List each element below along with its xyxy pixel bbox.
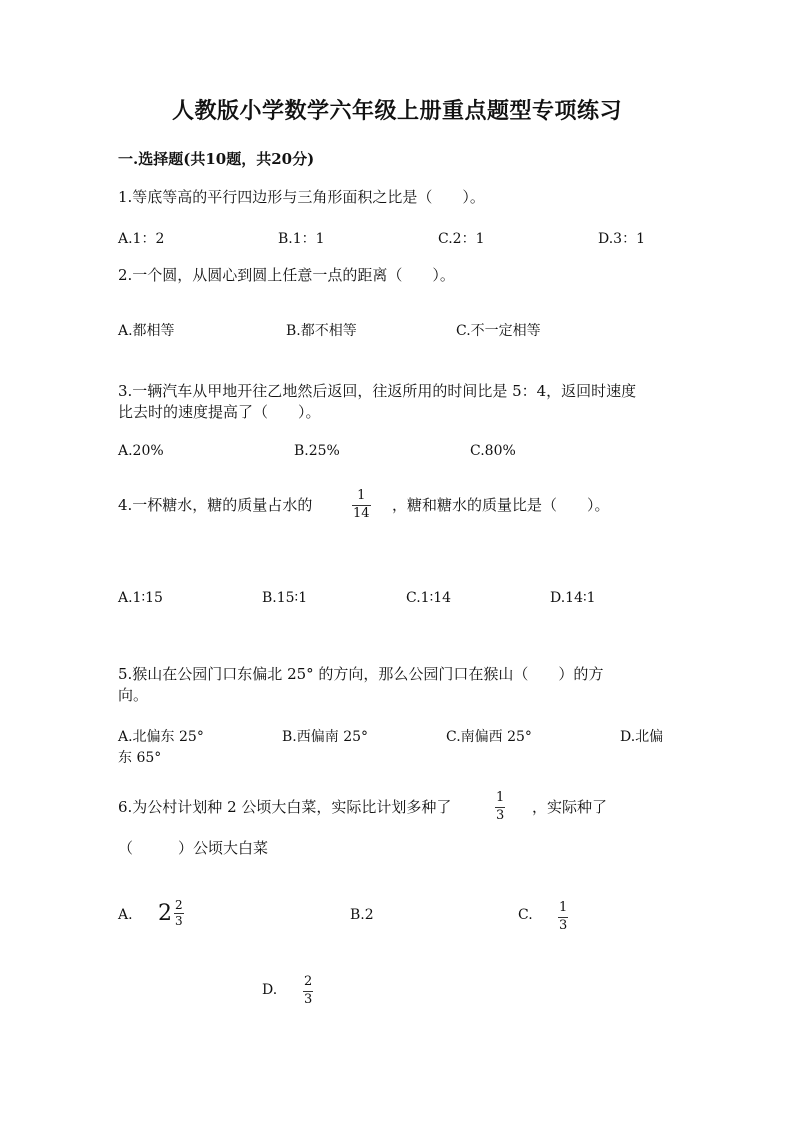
q3-option-c[interactable]: C.80% (470, 443, 516, 459)
question-5-line-1: 5.猴山在公园门口东偏北 25° 的方向，那么公园门口在猴山（ ）的方 (118, 665, 604, 683)
q2-option-a[interactable]: A.都相等 (118, 323, 175, 339)
question-6-text-after: ，实际种了 (532, 798, 608, 816)
q1-option-d[interactable]: D.3：1 (598, 231, 645, 247)
q4-fraction-numerator: 1 (357, 488, 366, 503)
question-2-text: 2.一个圆，从圆心到圆上任意一点的距离（ ）。 (118, 266, 455, 284)
question-1-text: 1.等底等高的平行四边形与三角形面积之比是（ ）。 (118, 188, 485, 206)
q5-option-b[interactable]: B.西偏南 25° (282, 729, 369, 745)
page-title: 人教版小学数学六年级上册重点题型专项练习 (171, 98, 622, 124)
q6-option-c-numerator: 1 (559, 900, 568, 915)
q6-option-c-label[interactable]: C. (518, 907, 533, 923)
q6-option-d-fraction[interactable] (303, 975, 313, 1007)
q4-option-b[interactable]: B.15∶1 (262, 590, 308, 606)
q6-fraction-numerator: 1 (496, 790, 505, 805)
q4-option-a[interactable]: A.1∶15 (118, 590, 163, 606)
q1-option-c[interactable]: C.2：1 (438, 231, 485, 247)
q3-option-a[interactable]: A.20% (118, 443, 164, 459)
question-6-text-before: 6.为公村计划种 2 公顷大白菜，实际比计划多种了 (118, 798, 452, 816)
question-3-line-2: 比去时的速度提高了（ ）。 (118, 403, 321, 421)
q6-option-a-label[interactable]: A. (118, 907, 133, 923)
q1-option-b[interactable]: B.1：1 (278, 231, 325, 247)
q4-option-d[interactable]: D.14∶1 (550, 590, 596, 606)
question-4-text-after: ，糖和糖水的质量比是（ ）。 (392, 496, 610, 514)
q4-fraction (352, 489, 371, 521)
question-4-text-before: 4.一杯糖水，糖的质量占水的 (118, 496, 313, 514)
q6-option-d-numerator: 2 (304, 974, 313, 989)
q6-fraction-denominator: 3 (496, 808, 505, 823)
section-heading: 一.选择题(共10题，共20分) (118, 150, 315, 168)
q3-option-b[interactable]: B.25% (294, 443, 340, 459)
q5-option-a[interactable]: A.北偏东 25° (118, 729, 204, 745)
question-3-line-1: 3.一辆汽车从甲地开往乙地然后返回，往返所用的时间比是 5：4，返回时速度 (118, 382, 637, 400)
q6-option-c-denominator: 3 (559, 918, 568, 933)
q2-option-b[interactable]: B.都不相等 (286, 323, 357, 339)
question-5-line-2: 向。 (118, 686, 149, 704)
q5-option-d-continued: 东 65° (118, 750, 162, 766)
q4-fraction-denominator: 14 (353, 506, 370, 521)
q6-option-c-fraction[interactable] (558, 901, 568, 933)
q6-option-d-label[interactable]: D. (262, 982, 278, 998)
q1-option-a[interactable]: A.1：2 (118, 231, 165, 247)
q6-option-a-fraction (174, 899, 184, 927)
q6-option-a-denominator: 3 (175, 914, 183, 928)
q5-option-c[interactable]: C.南偏西 25° (446, 729, 532, 745)
q6-option-b[interactable]: B.2 (350, 907, 374, 923)
q6-option-a-whole: 2 (158, 900, 172, 926)
q6-option-a-mixed-number[interactable] (158, 899, 184, 927)
q4-option-c[interactable]: C.1∶14 (406, 590, 452, 606)
question-6-line-2: （ ）公顷大白菜 (118, 839, 269, 857)
q6-option-d-denominator: 3 (304, 992, 313, 1007)
q5-option-d[interactable]: D.北偏 (620, 729, 664, 745)
q6-option-a-numerator: 2 (175, 898, 183, 912)
q2-option-c[interactable]: C.不一定相等 (456, 323, 541, 339)
q6-fraction (495, 791, 505, 823)
